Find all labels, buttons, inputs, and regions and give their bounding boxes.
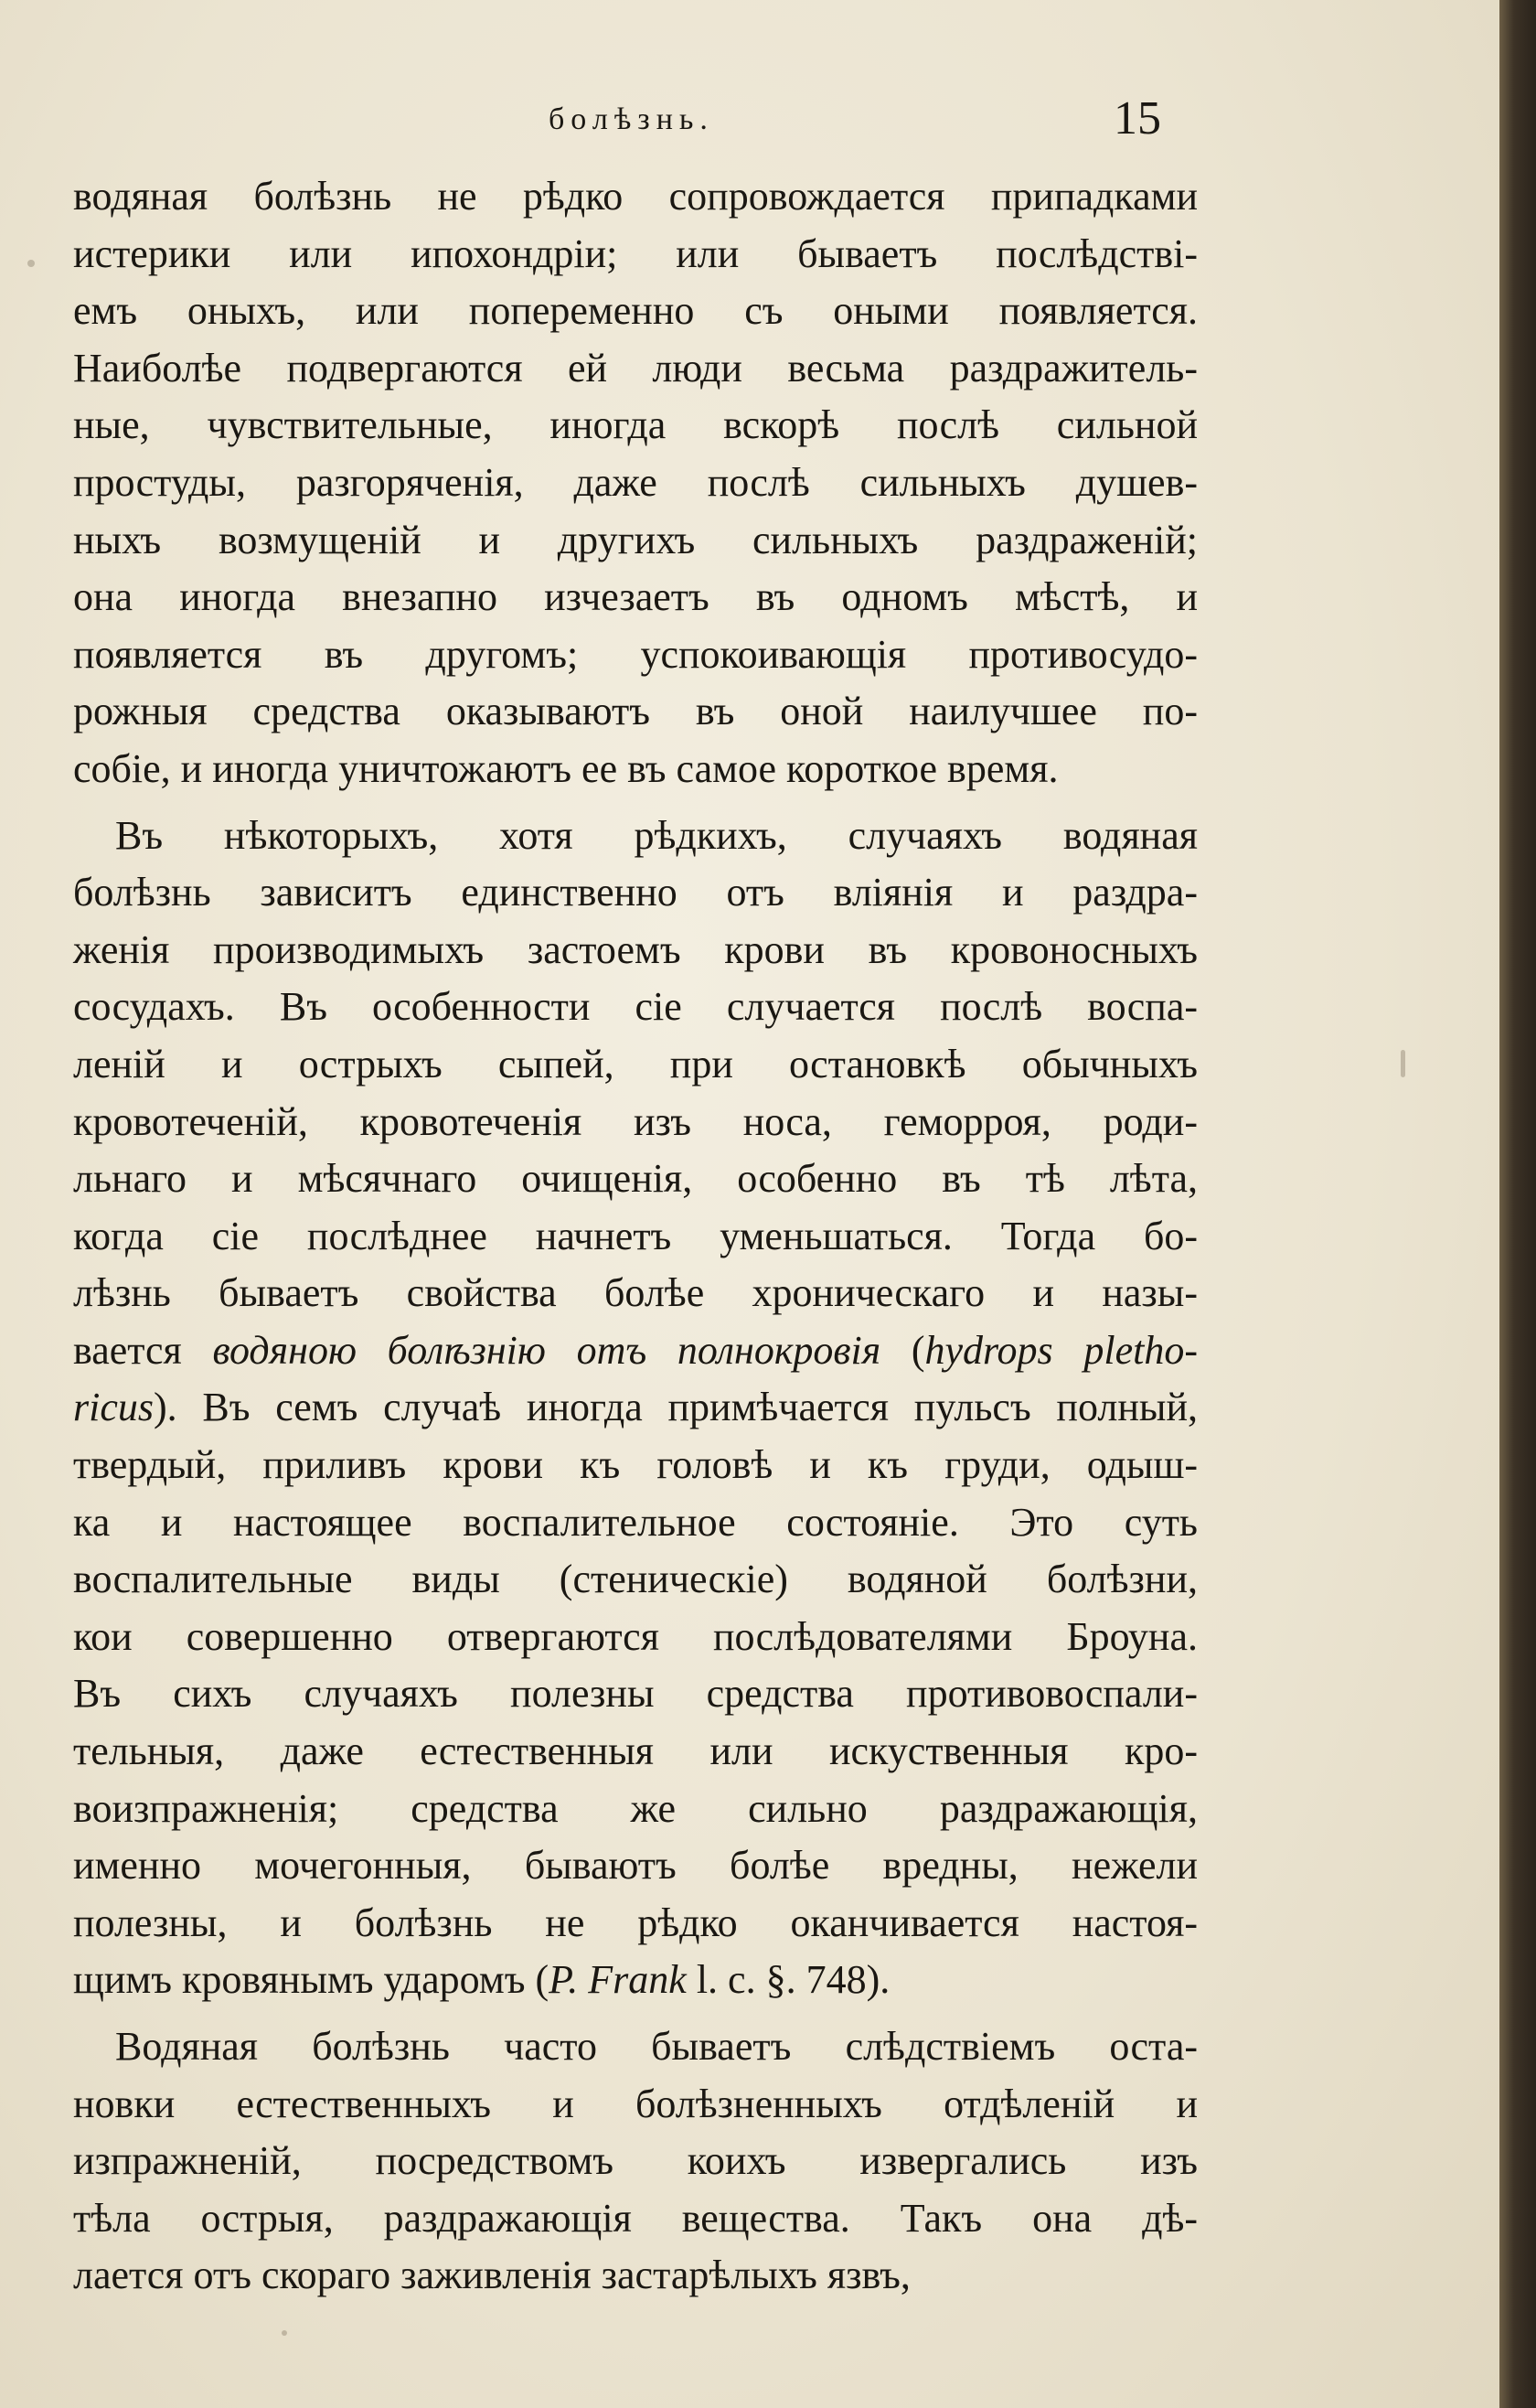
text-run: изпражненій, посредствомъ коихъ извергались изъ	[73, 2138, 1198, 2184]
text-line	[73, 1208, 1198, 1266]
text-line	[73, 2247, 1198, 2305]
text-run: ные, чувствительные, иногда вскорѣ послѣ сильной	[73, 402, 1198, 448]
text-run: l. c. §. 748).	[686, 1957, 891, 2003]
ink-speck	[27, 260, 35, 267]
text-line	[73, 1379, 1198, 1437]
text-run: Въ нѣкоторыхъ, хотя рѣдкихъ, случаяхъ водяная	[115, 812, 1198, 858]
text-line	[73, 1781, 1198, 1838]
text-run: сосудахъ. Въ особенности сіе случается послѣ воспа-	[73, 984, 1198, 1030]
text-run: водяная болѣзнь не рѣдко сопровождается припадками	[73, 174, 1198, 219]
text-run: вается	[73, 1327, 213, 1373]
text-line	[73, 2018, 1198, 2076]
body-text	[73, 168, 1198, 2305]
text-line	[73, 2133, 1198, 2190]
text-run: появляется въ другомъ; успокоивающія противосудо-	[73, 631, 1198, 677]
text-line	[73, 1150, 1198, 1208]
text-line	[73, 808, 1198, 865]
running-head: болѣзнь.	[549, 102, 714, 136]
text-line	[73, 512, 1198, 570]
text-run: воспалительные виды (стеническіе) водяной болѣзни,	[73, 1557, 1198, 1602]
text-run: ка и настоящее воспалительное состояніе. Это суть	[73, 1499, 1198, 1545]
text-run: ныхъ возмущеній и другихъ сильныхъ раздраженій;	[73, 517, 1198, 562]
text-line	[73, 1665, 1198, 1723]
paragraph	[73, 168, 1198, 798]
text-line	[73, 1723, 1198, 1781]
text-line	[73, 1094, 1198, 1151]
text-line	[73, 626, 1198, 684]
text-run: собіе, и иногда уничтожаютъ ее въ самое короткое время.	[73, 745, 1059, 791]
text-run: ). Въ семъ случаѣ иногда примѣчается пульсъ полный,	[154, 1385, 1198, 1430]
text-line	[73, 1494, 1198, 1552]
text-run: Въ сихъ случаяхъ полезны средства противовоспали-	[73, 1671, 1198, 1717]
text-line	[73, 455, 1198, 512]
text-run: Водяная болѣзнь часто бываетъ слѣдствіемъ оста-	[115, 2024, 1198, 2069]
text-run: твердый, приливъ крови къ головѣ и къ груди, одыш-	[73, 1442, 1198, 1488]
text-line	[73, 1609, 1198, 1666]
text-run: (	[880, 1327, 925, 1373]
ink-speck	[1401, 1050, 1405, 1077]
text-run: болѣзнь зависитъ единственно отъ вліянія и раздра-	[73, 870, 1198, 915]
text-line	[73, 569, 1198, 626]
text-line	[73, 397, 1198, 455]
text-run: тельныя, даже естественныя или искуственныя кро-	[73, 1728, 1198, 1774]
text-run: истерики или ипохондріи; или бываетъ послѣдствi-	[73, 230, 1198, 276]
text-run: она иногда внезапно изчезаетъ въ одномъ мѣстѣ, и	[73, 574, 1198, 620]
text-run: когда сіе послѣднее начнетъ уменьшаться. Тогда бо-	[73, 1213, 1198, 1258]
ink-speck	[282, 2330, 287, 2336]
text-run: новки естественныхъ и болѣзненныхъ отдѣленій и	[73, 2081, 1198, 2126]
text-line	[73, 168, 1198, 226]
text-line	[73, 1895, 1198, 1953]
paragraph	[73, 808, 1198, 2009]
text-line	[73, 922, 1198, 979]
text-run: льнаго и мѣсячнаго очищенія, особенно въ тѣ лѣта,	[73, 1156, 1198, 1202]
italic-text: ricus	[73, 1385, 154, 1430]
text-run: лѣзнь бываетъ свойства болѣе хроническаго и назы-	[73, 1270, 1198, 1316]
page-number: 15	[1114, 92, 1161, 144]
text-line	[73, 1322, 1198, 1380]
paragraph	[73, 2018, 1198, 2305]
text-run: Наиболѣе подвергаются ей люди весьма раздражитель-	[73, 345, 1198, 391]
text-run: лается отъ скораго заживленія застарѣлыхъ язвъ,	[73, 2253, 911, 2298]
text-line	[73, 979, 1198, 1036]
text-run: кои совершенно отвергаются послѣдователями Броуна.	[73, 1613, 1198, 1659]
text-run: женія производимыхъ застоемъ крови въ кровоносныхъ	[73, 926, 1198, 972]
text-line	[73, 1265, 1198, 1322]
text-line	[73, 864, 1198, 922]
text-line	[73, 1837, 1198, 1895]
text-run: емъ оныхъ, или попеременно съ оными появляется.	[73, 288, 1198, 334]
italic-text: hydrops pletho-	[924, 1327, 1198, 1373]
text-run: полезны, и болѣзнь не рѣдко оканчивается настоя-	[73, 1900, 1198, 1945]
text-line	[73, 226, 1198, 284]
text-line	[73, 683, 1198, 741]
text-run: щимъ кровянымъ ударомъ (	[73, 1957, 549, 2003]
text-line	[73, 1437, 1198, 1494]
text-line	[73, 1036, 1198, 1094]
text-line	[73, 2190, 1198, 2248]
italic-text: водяною болѣзнію отъ полнокровія	[212, 1327, 881, 1373]
text-line	[73, 2076, 1198, 2134]
text-line	[73, 340, 1198, 398]
text-line	[73, 1551, 1198, 1609]
page-edge-shadow	[1499, 0, 1536, 2408]
italic-text: P. Frank	[549, 1957, 687, 2003]
text-line	[73, 1952, 1198, 2009]
text-run: рожныя средства оказываютъ въ оной наилучшее по-	[73, 689, 1198, 734]
text-line	[73, 741, 1198, 798]
text-line	[73, 283, 1198, 340]
text-run: воизпражненія; средства же сильно раздражающія,	[73, 1785, 1198, 1831]
text-run: леній и острыхъ сыпей, при остановкѣ обычныхъ	[73, 1041, 1198, 1086]
text-run: тѣла острыя, раздражающія вещества. Такъ она дѣ-	[73, 2195, 1198, 2241]
text-run: именно мочегонныя, бываютъ болѣе вредны, нежели	[73, 1843, 1198, 1889]
text-run: простуды, разгоряченія, даже послѣ сильныхъ душев-	[73, 459, 1198, 505]
text-run: кровотеченій, кровотеченія изъ носа, геморроя, роди-	[73, 1098, 1198, 1144]
